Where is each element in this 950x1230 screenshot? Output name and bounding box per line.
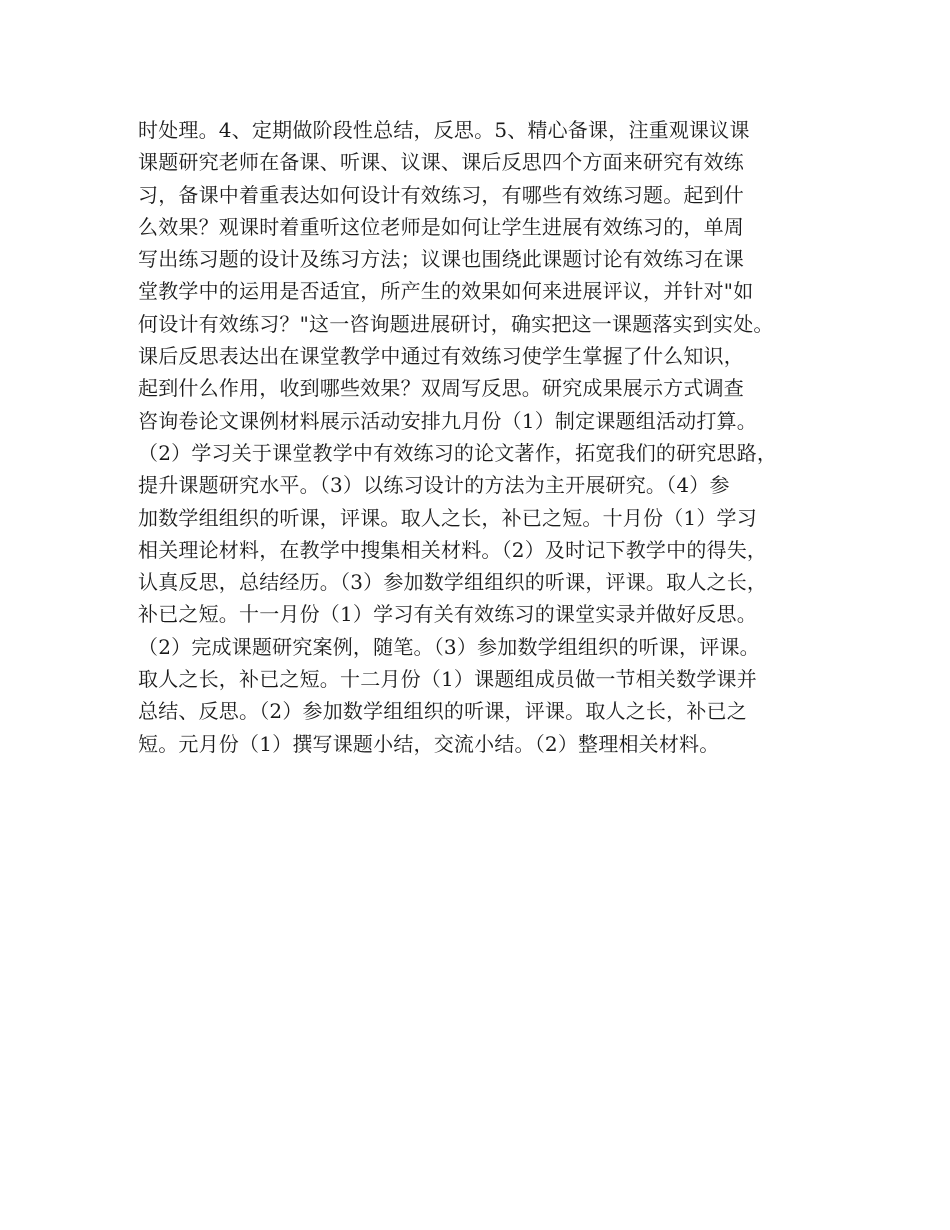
text-line: 堂教学中的运用是否适宜，所产生的效果如何来进展评议，并针对"如 [138, 279, 754, 304]
text-line: 取人之长，补已之短。十二月份（1）课题组成员做一节相关数学课并 [138, 667, 757, 692]
text-line: 何设计有效练习？"这一咨询题进展研讨，确实把这一课题落实到实处。 [138, 311, 774, 336]
text-line: 相关理论材料，在教学中搜集相关材料。（2）及时记下教学中的得失， [138, 537, 768, 562]
text-line: 习，备课中着重表达如何设计有效练习，有哪些有效练习题。起到什 [138, 182, 744, 207]
text-line: 提升课题研究水平。（3）以练习设计的方法为主开展研究。（4）参 [138, 473, 730, 498]
text-line: （2）完成课题研究案例，随笔。（3）参加数学组组织的听课，评课。 [138, 634, 760, 659]
text-line: （2）学习关于课堂教学中有效练习的论文著作，拓宽我们的研究思路， [138, 440, 778, 465]
text-line: 补已之短。十一月份（1）学习有关有效练习的课堂实录并做好反思。 [138, 602, 757, 627]
body-text [138, 114, 828, 760]
text-line: 课后反思表达出在课堂教学中通过有效练习使学生掌握了什么知识， [138, 344, 744, 369]
text-line: 总结、反思。（2）参加数学组组织的听课，评课。取人之长，补已之 [138, 699, 747, 724]
text-line: 么效果？观课时着重听这位老师是如何让学生进展有效练习的，单周 [138, 214, 744, 239]
text-line: 时处理。4、定期做阶段性总结，反思。5、精心备课，注重观课议课 [138, 118, 750, 142]
text-line: 短。元月份（1）撰写课题小结，交流小结。（2）整理相关材料。 [138, 731, 720, 756]
text-line: 认真反思，总结经历。（3）参加数学组组织的听课，评课。取人之长， [138, 570, 768, 595]
text-line: 起到什么作用，收到哪些效果？双周写反思。研究成果展示方式调查 [138, 376, 744, 401]
text-line: 课题研究老师在备课、听课、议课、课后反思四个方面来研究有效练 [138, 150, 744, 175]
text-line: 写出练习题的设计及练习方法；议课也围绕此课题讨论有效练习在课 [138, 247, 744, 272]
text-line: 加数学组组织的听课，评课。取人之长，补已之短。十月份（1）学习 [138, 505, 757, 530]
text-line: 咨询卷论文课例材料展示活动安排九月份（1）制定课题组活动打算。 [138, 408, 757, 433]
